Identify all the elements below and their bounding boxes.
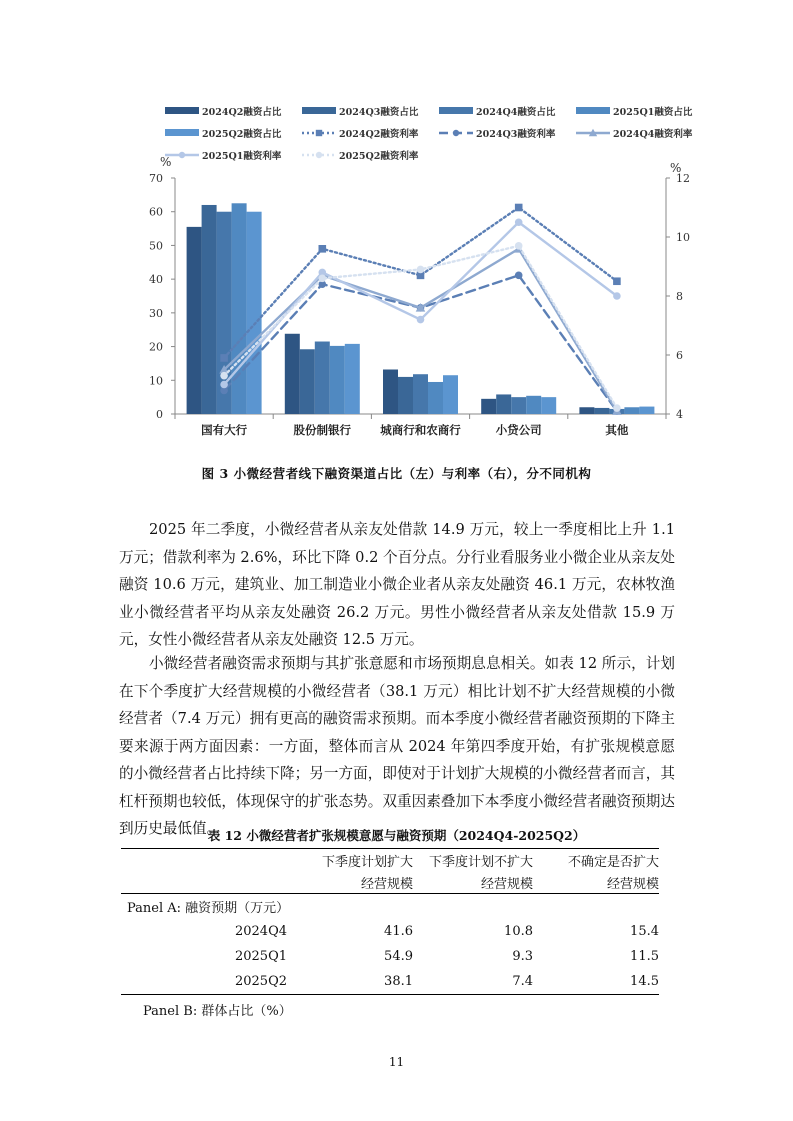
table-cell: 54.9: [384, 949, 413, 964]
table-cell: 15.4: [630, 924, 659, 939]
panel-a-label: Panel A: 融资预期（万元）: [127, 901, 290, 916]
legend-swatch: [165, 129, 199, 136]
table-row: [121, 969, 659, 995]
left-tick-label: 0: [156, 408, 163, 421]
panel-b-label: Panel B: 群体占比（%）: [143, 1004, 292, 1019]
col-header-unsure-1: 不确定是否扩大: [567, 854, 659, 870]
left-tick-label: 70: [149, 172, 163, 185]
bar: [383, 369, 398, 414]
bar: [413, 374, 428, 414]
line-marker: [220, 354, 228, 362]
x-category-label: 其他: [605, 423, 629, 437]
right-axis-unit: %: [670, 161, 682, 175]
col-header-unsure-2: 经营规模: [533, 871, 659, 894]
bar: [300, 349, 315, 414]
legend-label: 2024Q2融资占比: [202, 107, 282, 118]
line-marker: [319, 245, 327, 253]
col-header-noexpand-2: 经营规模: [413, 871, 533, 894]
legend-label: 2024Q2融资利率: [339, 129, 419, 140]
table-cell: 9.3: [512, 949, 533, 964]
legend-label: 2024Q4融资占比: [476, 107, 556, 118]
x-category-label: 小贷公司: [495, 423, 542, 437]
line-marker: [316, 152, 322, 158]
data-table: [121, 848, 659, 995]
legend-label: 2025Q2融资利率: [339, 151, 419, 162]
line-marker: [453, 130, 459, 136]
bar: [315, 342, 330, 414]
line-marker: [515, 242, 523, 250]
legend-swatch: [439, 107, 473, 114]
legend-label: 2024Q3融资利率: [476, 129, 556, 140]
legend-swatch: [165, 107, 199, 114]
bar: [481, 399, 496, 414]
bar: [345, 344, 360, 414]
bar: [187, 227, 202, 414]
bar: [398, 377, 413, 414]
bar: [443, 375, 458, 414]
table-cell: 14.5: [630, 974, 659, 989]
table-title: 表 12 小微经营者扩张规模意愿与融资预期（2024Q4-2025Q2）: [207, 828, 586, 843]
legend-swatch: [302, 107, 336, 114]
x-category-label: 股份制银行: [293, 423, 352, 437]
line-marker: [179, 152, 185, 158]
bar: [330, 346, 345, 414]
row-label: 2024Q4: [234, 924, 287, 939]
row-label: 2025Q2: [234, 974, 287, 989]
line-marker: [417, 266, 425, 274]
x-category-label: 城商行和农商行: [380, 423, 461, 437]
bar: [247, 212, 262, 414]
table-cell: 11.5: [630, 949, 659, 964]
bar: [496, 394, 511, 414]
series-line: [224, 208, 617, 358]
table-cell: 41.6: [384, 924, 413, 939]
line-marker: [515, 272, 523, 280]
row-label: 2025Q1: [234, 949, 287, 964]
col-header-expand-2: 经营规模: [293, 871, 413, 894]
line-marker: [417, 316, 425, 324]
bar: [594, 408, 609, 414]
legend-label: 2025Q1融资占比: [613, 107, 693, 118]
bar: [232, 203, 247, 414]
chart: [0, 0, 793, 460]
table-cell: 38.1: [384, 974, 413, 989]
right-tick-label: 8: [676, 290, 683, 303]
left-tick-label: 60: [149, 205, 163, 219]
page-number: 11: [388, 1055, 405, 1069]
bar: [285, 334, 300, 414]
left-tick-label: 20: [149, 340, 163, 354]
line-marker: [613, 292, 621, 300]
bar: [526, 396, 541, 414]
legend-label: 2024Q3融资占比: [339, 107, 419, 118]
left-tick-label: 50: [149, 239, 163, 253]
table-row: [121, 919, 659, 944]
line-marker: [319, 275, 327, 283]
bar: [624, 407, 639, 414]
line-marker: [515, 218, 523, 226]
line-marker: [220, 381, 228, 389]
left-axis-unit: %: [160, 155, 172, 169]
table-cell: 10.8: [504, 924, 533, 939]
line-marker: [613, 277, 621, 285]
right-tick-label: 4: [676, 408, 683, 421]
line-marker: [515, 204, 523, 212]
figure-caption: 图 3 小微经营者线下融资渠道占比（左）与利率（右），分不同机构: [201, 466, 592, 481]
bar: [202, 205, 217, 414]
left-tick-label: 40: [149, 273, 163, 287]
table-cell: 7.4: [512, 974, 533, 989]
legend-swatch: [576, 107, 610, 114]
line-marker: [220, 372, 228, 380]
legend-label: 2024Q4融资利率: [613, 129, 693, 140]
bar: [428, 382, 443, 414]
line-marker: [316, 130, 322, 136]
bar: [511, 397, 526, 414]
legend-label: 2025Q2融资占比: [202, 129, 282, 140]
legend-label: 2025Q1融资利率: [202, 151, 282, 162]
left-tick-label: 30: [149, 306, 163, 320]
right-tick-label: 10: [676, 231, 690, 244]
right-tick-label: 12: [676, 172, 690, 185]
paragraph-2: 小微经营者融资需求预期与其扩张意愿和市场预期息息相关。如表 12 所示，计划在下个季度扩大经营规模的小微经营者（38.1 万元）相比计划不扩大经营规模的小微经营者（7.4 万元）拥有更高的融资需求预期。而本季度小微经营者融资预期的下降主要来源于两方面因素：一方面，整体而言从 2024 年第四季度开始，有扩张规模意愿的小微经营者占比持续下降；另一方面，即使对于计划扩大规模的小微经营者而言，其杠杆预期也较低，体现保守的扩张态势。双重因素叠加下本季度小微经营者融资预期达到历史最低值。: [119, 655, 675, 837]
right-tick-label: 6: [676, 349, 683, 362]
bar: [541, 397, 556, 414]
paragraph-1: 2025 年二季度，小微经营者从亲友处借款 14.9 万元，较上一季度相比上升 1.1 万元；借款利率为 2.6%，环比下降 0.2 个百分点。分行业看服务业小微企业从亲友处融资 10.6 万元，建筑业、加工制造业小微企业者从亲友处融资 46.1 万元，农林牧渔业小微经营者平均从亲友处融资 26.2 万元。男性小微经营者从亲友处借款 15.9 万元，女性小微经营者从亲友处融资 12.5 万元。: [119, 521, 675, 648]
col-header-expand-1: 下季度计划扩大: [321, 854, 413, 870]
line-marker: [613, 404, 621, 412]
table-row: [121, 944, 659, 969]
bar: [579, 407, 594, 414]
col-header-noexpand-1: 下季度计划不扩大: [428, 854, 533, 870]
left-tick-label: 10: [149, 374, 163, 388]
bar: [639, 407, 654, 414]
x-category-label: 国有大行: [201, 423, 248, 437]
